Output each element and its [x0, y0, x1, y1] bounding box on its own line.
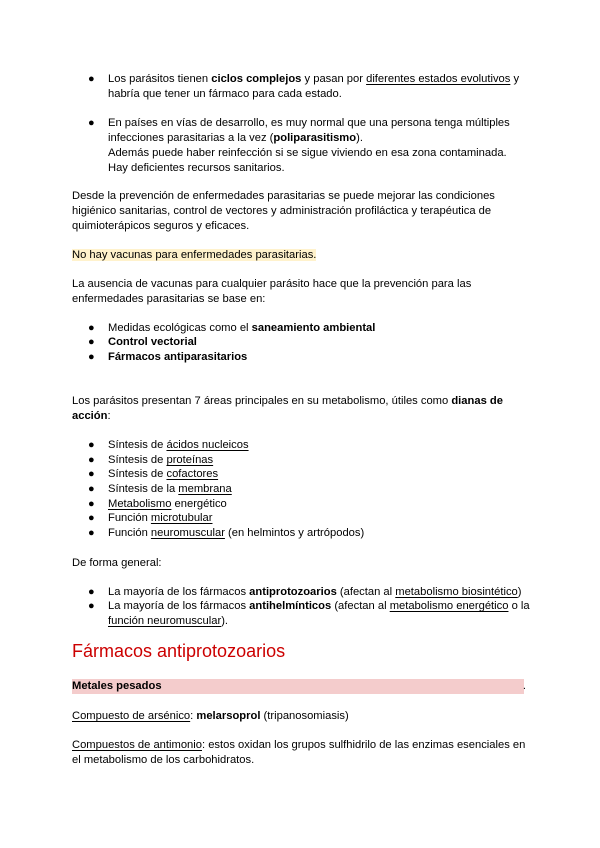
bullet-marker: ● [88, 483, 95, 495]
bold-term: Fármacos antiparasitarios [108, 351, 248, 363]
metales-pesados-band [72, 679, 524, 694]
bold-term: Control vectorial [108, 336, 197, 348]
metabolism-bullet-7: Función neuromuscular (en helmintos y artrópodos) [108, 527, 365, 539]
bullet-marker: ● [88, 351, 95, 363]
prevention-bullet-2 [108, 335, 548, 350]
underlined-term: metabolismo biosintético [395, 586, 518, 598]
bullet-marker: ● [88, 586, 95, 598]
general-label: De forma general: [72, 557, 162, 569]
bullet-marker: ● [88, 498, 95, 510]
bullet-marker: ● [88, 600, 95, 612]
underlined-term: membrana [178, 483, 232, 495]
bullet-marker: ● [88, 117, 95, 129]
general-bullet-1: La mayoría de los fármacos antiprotozoarios (afectan al metabolismo biosintético) [108, 586, 522, 598]
absence-paragraph: La ausencia de vacunas para cualquier parásito hace que la prevención para las enfermedades parasitarias se base en: [72, 278, 472, 305]
underlined-term: función neuromuscular [108, 615, 222, 627]
antimony-paragraph: Compuestos de antimonio: estos oxidan los grupos sulfhidrilo de las enzimas esenciales en el metabolismo de los carbohidratos. [72, 739, 526, 766]
bold-term: antihelmínticos [249, 600, 332, 612]
metabolism-bullet-3: Síntesis de cofactores [108, 468, 219, 480]
underlined-term: Metabolismo [108, 498, 172, 510]
bold-term: ciclos complejos [211, 73, 302, 85]
band-label: Metales pesados [72, 680, 162, 692]
section-heading: Fármacos antiprotozoarios [72, 641, 286, 661]
underlined-term: Compuestos de antimonio [72, 739, 202, 751]
underlined-term: microtubular [150, 512, 213, 524]
metabolism-bullet-6: Función microtubular [108, 512, 213, 524]
prevention-bullet-3 [108, 350, 548, 365]
intro-bullet-1: Los parásitos tienen ciclos complejos y pasan por diferentes estados evolutivos y habría que tener un fármaco para cada estado. [108, 73, 520, 100]
bullet-marker: ● [88, 468, 95, 480]
band-dot: . [522, 680, 526, 692]
general-bullet-2: La mayoría de los fármacos antihelmínticos (afectan al metabolismo energético o la función neuromuscular). [108, 600, 530, 627]
underlined-term: proteínas [166, 454, 214, 466]
metabolism-bullet-4: Síntesis de la membrana [108, 483, 232, 495]
underlined-term: diferentes estados evolutivos [366, 73, 511, 85]
bullet-marker: ● [88, 512, 95, 524]
prevention-paragraph: Desde la prevención de enfermedades parasitarias se puede mejorar las condiciones higiénico sanitarias, control de vectores y administración profiláctica y terapéutica de quimioterápicos seguros y eficaces. [72, 190, 495, 232]
underlined-term: neuromuscular [150, 527, 225, 539]
highlighted-text: No hay vacunas para enfermedades parasitarias. [72, 249, 317, 261]
bullet-marker: ● [88, 454, 95, 466]
bullet-marker: ● [88, 527, 95, 539]
metabolism-bullet-1: Síntesis de ácidos nucleicos [108, 439, 249, 451]
bullet-marker: ● [88, 73, 95, 85]
bold-term: melarsoprol [196, 710, 261, 722]
bold-term: dianas de acción [72, 395, 503, 422]
bullet-marker: ● [88, 322, 95, 334]
underlined-term: ácidos nucleicos [166, 439, 249, 451]
metabolism-bullet-2: Síntesis de proteínas [108, 454, 214, 466]
underlined-term: cofactores [166, 468, 219, 480]
bold-term: antiprotozoarios [249, 586, 337, 598]
arsenic-line: Compuesto de arsénico: melarsoprol (tripanosomiasis) [72, 710, 349, 722]
bullet-marker: ● [88, 336, 95, 348]
intro-bullet-2: En países en vías de desarrollo, es muy normal que una persona tenga múltiples infecciones parasitarias a la vez (poliparasitismo). Además puede haber reinfección si se sigue viviendo en esa zona contaminada. Hay deficientes recursos sanitarios. [108, 117, 510, 174]
metabolism-bullet-5: Metabolismo energético [108, 498, 227, 510]
bold-term: saneamiento ambiental [251, 322, 376, 334]
underlined-term: metabolismo energético [389, 600, 509, 612]
underlined-term: Compuesto de arsénico [72, 710, 191, 722]
bullet-marker: ● [88, 439, 95, 451]
no-vaccines-note [72, 248, 542, 263]
metabolism-paragraph: Los parásitos presentan 7 áreas principales en su metabolismo, útiles como dianas de acción: [72, 395, 503, 422]
prevention-bullet-1: Medidas ecológicas como el saneamiento ambiental [108, 322, 376, 334]
bold-term: poliparasitismo [273, 132, 357, 144]
